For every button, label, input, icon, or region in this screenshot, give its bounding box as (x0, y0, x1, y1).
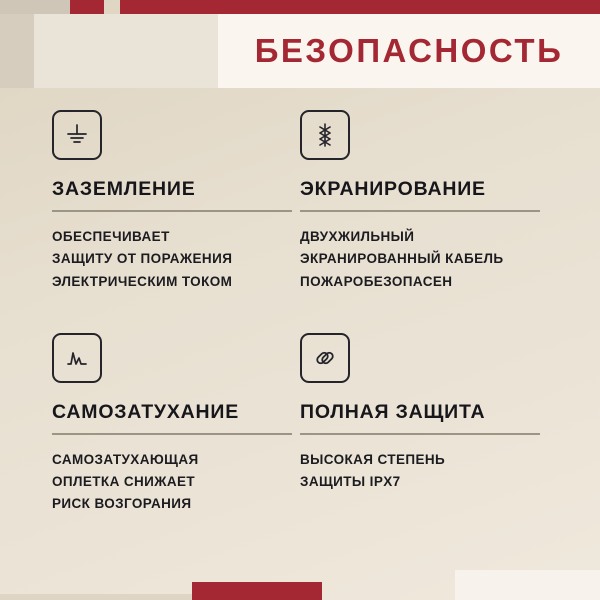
feature-desc-line: ПОЖАРОБЕЗОПАСЕН (300, 273, 453, 289)
feature-description (52, 449, 292, 516)
page-title (218, 14, 600, 88)
feature-card-shielding (300, 110, 540, 293)
feature-desc-line: ЗАЩИТЫ IPX7 (300, 474, 401, 490)
grounding-icon (52, 110, 102, 160)
feature-desc-line: ВЫСОКАЯ СТЕПЕНЬ (300, 451, 446, 467)
feature-description (300, 449, 540, 494)
feature-desc-line: САМОЗАТУХАЮЩАЯ (52, 451, 199, 467)
feature-desc-line: ЭКРАНИРОВАННЫЙ КАБЕЛЬ (300, 251, 504, 267)
flame-retardant-icon (52, 333, 102, 383)
feature-description (300, 226, 540, 293)
feature-card-flame-retardant (52, 333, 292, 516)
decor-top-red-bar (120, 0, 600, 14)
feature-desc-line: ДВУХЖИЛЬНЫЙ (300, 229, 415, 244)
decor-top-panel-inner (0, 14, 34, 88)
decor-bottom-red-bar (192, 582, 322, 600)
feature-desc-line: РИСК ВОЗГОРАНИЯ (52, 496, 192, 512)
decor-bottom-strip (0, 594, 192, 600)
feature-desc-line: ЭЛЕКТРИЧЕСКИМ ТОКОМ (52, 273, 233, 289)
page-title-text: БЕЗОПАСНОСТЬ (254, 32, 564, 69)
chain-link-icon (300, 333, 350, 383)
feature-title: ЗАЗЕМЛЕНИЕ (52, 178, 292, 212)
shielding-icon (300, 110, 350, 160)
feature-title: ЭКРАНИРОВАНИЕ (300, 178, 540, 212)
features-grid (0, 110, 600, 516)
feature-desc-line: ОБЕСПЕЧИВАЕТ (52, 229, 170, 244)
feature-desc-line: ОПЛЕТКА СНИЖАЕТ (52, 474, 196, 490)
feature-card-grounding (52, 110, 292, 293)
feature-description (52, 226, 292, 293)
feature-card-full-protection (300, 333, 540, 516)
feature-title: ПОЛНАЯ ЗАЩИТА (300, 401, 540, 435)
feature-title: САМОЗАТУХАНИЕ (52, 401, 292, 435)
decor-top-red-left (70, 0, 104, 14)
decor-bottom-white-block (455, 570, 600, 600)
feature-desc-line: ЗАЩИТУ ОТ ПОРАЖЕНИЯ (52, 251, 233, 267)
